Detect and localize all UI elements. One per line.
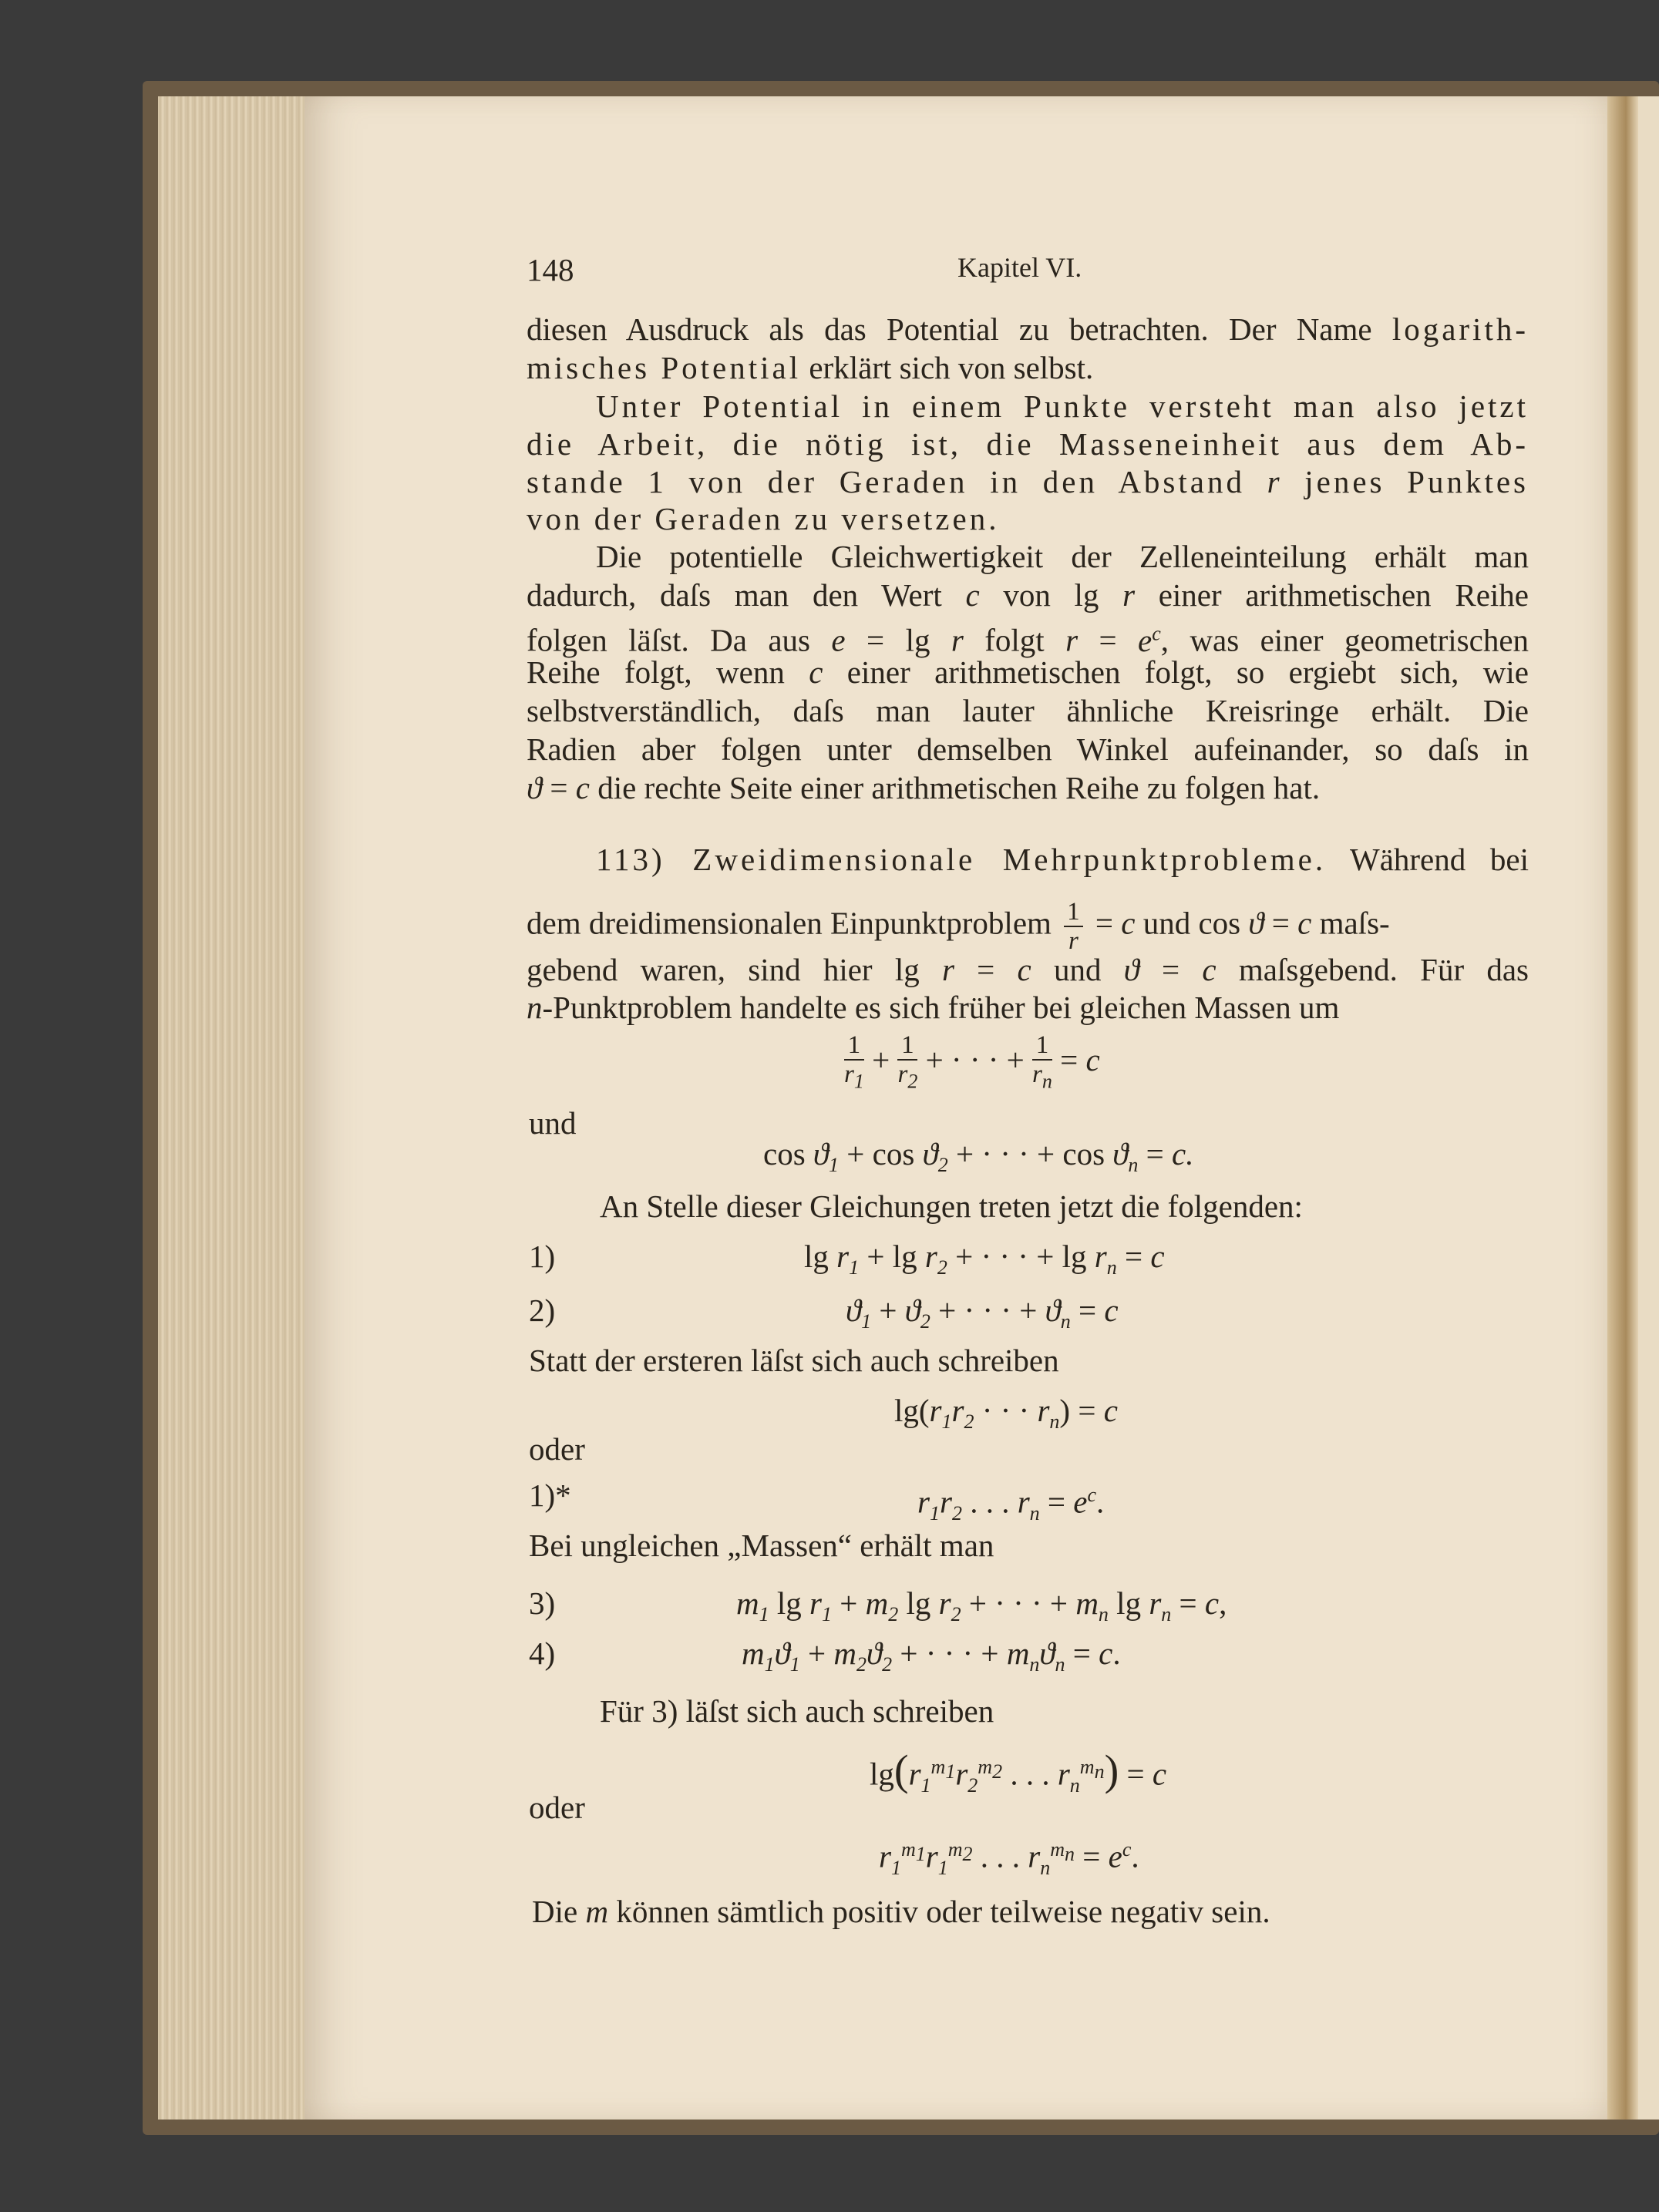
equation-4: $m_1ϑ_1 + m_2ϑ_2$ + · · · + $m_nϑ_n = c$. xyxy=(742,1635,1121,1676)
text-line: Die potentielle Gleichwertigkeit der Zelleneinteilung erhält man xyxy=(596,539,1529,574)
text-line: n-Punktproblem handelte es sich früher bei gleichen Massen um xyxy=(527,990,1340,1025)
text-line: Bei ungleichen „Massen“ erhält man xyxy=(529,1528,994,1563)
word-und: und xyxy=(529,1105,577,1141)
word-oder: oder xyxy=(529,1431,585,1467)
page-number: 148 xyxy=(527,252,574,287)
equation-1: $\lg r_1 + \lg r_2$ + · · · + $\lg r_n = c$ xyxy=(804,1239,1165,1279)
equation-1-star: $r_1r_2$ . . . $r_n = e^c$. xyxy=(917,1484,1105,1525)
text-line: Für 3) läſst sich auch schreiben xyxy=(600,1693,994,1729)
text-line: dem dreidimensionalen Einpunktproblem $\frac{1}{r}$ = c und cos ϑ = c maſs- xyxy=(527,898,1390,955)
eq-label: 4) xyxy=(529,1635,556,1671)
text-line: von der Geraden zu versetzen. xyxy=(527,501,1000,536)
equation-2: $ϑ_1 + ϑ_2$ + · · · + $ϑ_n = c$ xyxy=(846,1293,1119,1333)
text-line: misches Potential erklärt sich von selbst. xyxy=(527,350,1094,385)
word-oder: oder xyxy=(529,1790,585,1825)
text-line: Die m können sämtlich positiv oder teilweise negativ sein. xyxy=(532,1894,1270,1929)
running-head: Kapitel VI. xyxy=(957,252,1082,283)
eq-label: 1) xyxy=(529,1239,556,1274)
page-edges xyxy=(158,96,312,2120)
text-line: An Stelle dieser Gleichungen treten jetzt die folgenden: xyxy=(600,1188,1303,1224)
section-title-line: 113) Zweidimensionale Mehrpunktprobleme. Während bei xyxy=(596,842,1529,877)
book-gutter xyxy=(1607,96,1638,2120)
eq-label: 1)* xyxy=(529,1477,571,1513)
text-line: diesen Ausdruck als das Potential zu betrachten. Der Name logarith- xyxy=(527,311,1529,347)
eq-label: 3) xyxy=(529,1585,556,1621)
text-line: Radien aber folgen unter demselben Winkel aufeinander, so daſs in xyxy=(527,731,1529,767)
next-page-edge xyxy=(1638,96,1659,2120)
text-line: Reihe folgt, wenn c einer arithmetischen folgt, so ergiebt sich, wie xyxy=(527,654,1529,690)
equation-lg-power: $\lg(r_1^{m_1}r_2^{m_2}$ . . . $r_n^{m_n}) = c$ xyxy=(870,1746,1167,1797)
text-line: die Arbeit, die nötig ist, die Masseneinheit aus dem Ab- xyxy=(527,426,1529,462)
eq-label: 2) xyxy=(529,1293,556,1328)
text-line: ϑ = c die rechte Seite einer arithmetischen Reihe zu folgen hat. xyxy=(527,770,1321,805)
text-line: Statt der ersteren läſst sich auch schreiben xyxy=(529,1343,1059,1378)
text-line: dadurch, daſs man den Wert c von lg r einer arithmetischen Reihe xyxy=(527,577,1529,613)
equation-3: $m_1$ $\lg r_1 + m_2$ $\lg r_2$ + · · · + $m_n$ $\lg r_n = c$, xyxy=(736,1585,1227,1626)
equation-lg-product: $\lg(r_1r_2$ · · · $r_n) = c$ xyxy=(894,1393,1118,1434)
equation-cos-sum: $\cos ϑ_1 + \cos ϑ_2$ + · · · + $\cos ϑ_n = c$. xyxy=(763,1136,1194,1177)
text-line: gebend waren, sind hier lg r = c und ϑ = c maſsgebend. Für das xyxy=(527,952,1529,987)
equation-power-product: $r_1^{m_1}r_1^{m_2}$ . . . $r_n^{m_n} = e^c$. xyxy=(879,1838,1139,1879)
text-line: stande 1 von der Geraden in den Abstand r jenes Punktes xyxy=(527,464,1529,499)
text-line: selbstverständlich, daſs man lauter ähnliche Kreisringe erhält. Die xyxy=(527,693,1529,728)
text-line: Unter Potential in einem Punkte versteht man also jetzt xyxy=(596,388,1529,424)
text-line: folgen läſst. Da aus e = lg r folgt $r = e^c$, was einer geometrischen xyxy=(527,622,1529,658)
equation-reciprocal-sum: $\frac{1}{r_1}$ + $\frac{1}{r_2}$ + · · · + $\frac{1}{r_n}$ = c xyxy=(844,1031,1100,1093)
